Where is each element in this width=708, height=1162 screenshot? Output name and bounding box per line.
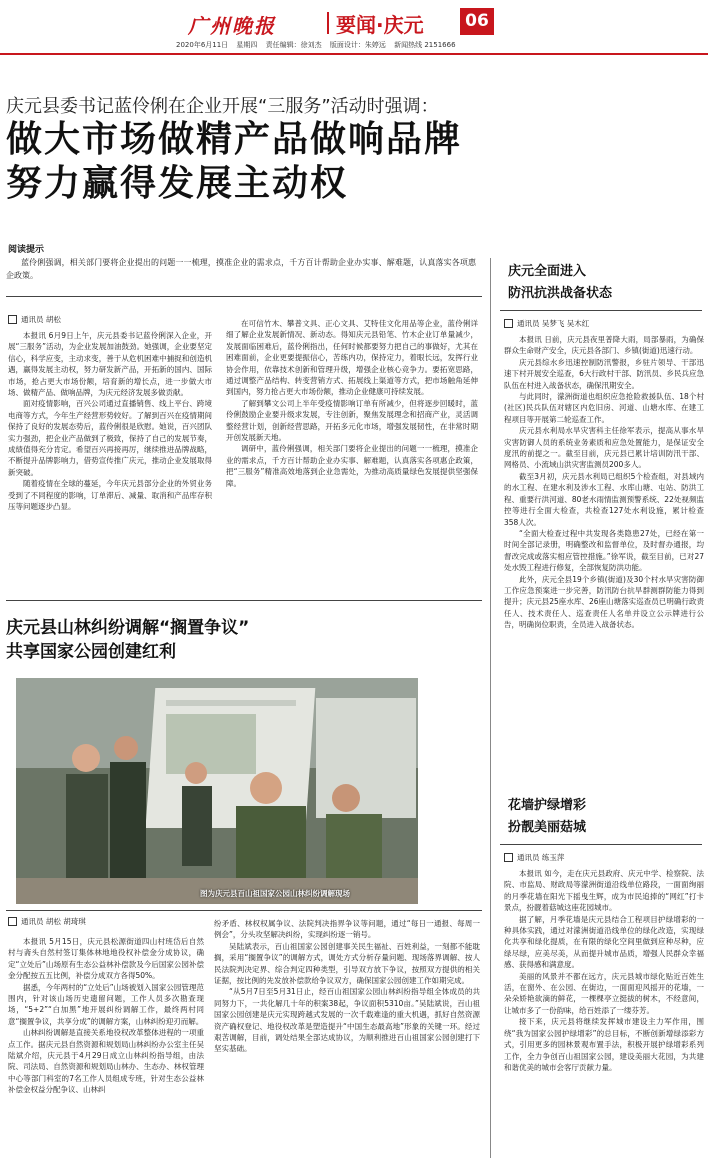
flood-byline bbox=[504, 318, 589, 329]
main-col2-para: 在可信竹木、攀普文具、正心文具、艾特佳文化用品等企业，蓝伶俐详细了解企业发展新情况、新动态。得知庆元县铅笔、竹木企业订单量减少，发展面临困难后，蓝伶俐指出，任何时候都要努力把自己的事做好，尤其在困难面前，企业更要提振信心，苦练内功，保持定力，着眼长远，发挥行业协会作用，依靠技术创新和管理升级，增强企业核心竞争力。要拓宽思路，通过调整产品结构、转变营销方式、拓展线上渠道等方式，把市场触角延伸到国内，努力抢占更大市场份额，推动企业健康可持续发展。 bbox=[226, 319, 478, 397]
flood-byline-text: 通讯员 吴梦飞 吴木红 bbox=[517, 319, 590, 328]
column-divider bbox=[490, 258, 491, 1158]
flowers-body bbox=[504, 868, 704, 1073]
flood-headline-line2: 防汛抗洪战备状态 bbox=[508, 286, 613, 301]
flood-para: 截至3月初，庆元县水利局已组织5个检查组，对县域内的水工程、在建水利及涉水工程、水库山塘、屯站、防洪工程、重要行洪河道、80老水雨情监测预警系统、22处视频监控等进行全面大检查，共检查127处水利设施，累计检查358人次。 bbox=[504, 471, 704, 527]
flowers-para: 据了解，月季花墙是庆元县结合工程项目护绿增彩的一种具体实践，通过对濛洲街道沿线单位的绿化改造，实现绿化共享和绿化提质，在有限的绿化空间里做到应种尽种，应绿尽绿，应美尽美，从而提升城市品质，增强人民群众幸福感、获得感和满意度。 bbox=[504, 914, 704, 970]
byline-square-icon bbox=[504, 853, 513, 862]
mediation-photo bbox=[16, 678, 418, 904]
layout-designer: 版面设计：朱婷远 bbox=[329, 41, 386, 49]
mountain-col1-para: 本报讯 5月15日，庆元县松源街道四山村班岱后自然村与斋头自然村签订集体林地地役权补偿金分成协议，确定“立处后”山场原有生态公益林补偿款及今后国家公园补偿金分配按五五比例，补偿分成双方各得50%。 bbox=[8, 937, 204, 981]
flood-para: “全面大检查过程中共发现各类隐患27处，已经在第一时间全部记录册，明确整改和监督单位，及时督办通报，均督改完成或落实相应管控措施。”徐军说，截至目前，已对27处水毁工程进行修复，全部恢复防洪功能。 bbox=[504, 528, 704, 573]
mountain-byline-text: 通讯员 胡松 胡琦琪 bbox=[21, 917, 86, 926]
section-rule bbox=[6, 600, 482, 601]
lead-box bbox=[6, 256, 476, 282]
mountain-byline bbox=[8, 916, 86, 927]
flood-para: 庆元县水利局水旱灾害科主任徐军表示，提高从事水旱灾害防御人员的系统业务素质和应急处置能力，是保证安全度汛的前提之一。截至目前，庆元县已累计培训防汛干部、网格员、小流域山洪灾害监测员200多人。 bbox=[504, 426, 704, 470]
flood-para: 与此同时，濛洲街道也组织应急抢险救援队伍、18个村(社区)民兵队伍对辖区内危旧房、河道、山塘水库、在建工程项目等开展第二轮巡查工作。 bbox=[504, 392, 704, 424]
issue-date: 2020年6月11日 bbox=[176, 41, 229, 49]
flowers-byline-text: 通讯员 练玉萍 bbox=[517, 853, 565, 862]
mountain-column-1 bbox=[8, 936, 204, 1096]
masthead-rule bbox=[0, 53, 708, 55]
flowers-para: 美丽的风景并不都在远方，庆元县城市绿化贴近百姓生活，在窗外、在公园、在街边，一面面迎风摇开的花墙，一朵朵娇艳欲滴的鲜花，一棵棵亭立挺拔的树木，不经意间，让城市多了一份韵味，给百姓添了一缕芬芳。 bbox=[504, 971, 704, 1015]
flood-body bbox=[504, 334, 704, 631]
main-col1-para: 本报讯 6月9日上午，庆元县委书记蓝伶俐深入企业，开展“三服务”活动，为企业发展加油鼓劲。她强调，企业要坚定信心，科学应变，主动求变，善于从危机困难中捕捉和创造机遇，赢得发展主动权，努力研发新产品，开拓新的国内、国际市场，抢占更大市场份额，培育新的增长点，进一步做大市场、做精产品、做响品牌，为庆元经济发展多做贡献。 bbox=[8, 331, 212, 398]
main-col1-para: 面对疫情影响，百兴公司通过直播销售、线上平台、跨境电商等方式，今年生产经营形势较好。了解到百兴在疫情期间保持了良好的发展态势后，蓝伶俐很是欣慰。她说，百兴团队实力强劲，把企业产品做到了极致，保持了自己的发展节奏，成绩值得充分肯定。希望百兴再接再厉，继续推进品牌战略，不断提升品牌影响力，借势宣传推广庆元，推动企业发展取得新突破。 bbox=[8, 399, 212, 477]
flowers-para: 本报讯 如今，走在庆元县政府、庆元中学、检察院、法院、市监局、财政局等濛洲街道沿线单位路段，一面面绚丽的月季花墙在阳光下摇曳生辉，成为市民追捧的“网红”打卡景点，扮靓着菇城这座花园城市。 bbox=[504, 869, 704, 913]
byline-square-icon bbox=[504, 319, 513, 328]
flowers-rule bbox=[500, 844, 702, 845]
flood-para: 庆元县综水乡迅速控制防汛警报，乡驻片领导、干部迅速下村开展安全巡查，6大行政村干部、防汛员、乡民兵应急队伍在村进入战备状态，确保汛期安全。 bbox=[504, 357, 704, 390]
lead-rule bbox=[6, 296, 482, 297]
mountain-col2-para: 吴陆斌表示，百山祖国家公园创建事关民生福祉、百姓利益，一刻都不能耽搁，采用“搁置争议”的调解方式，调处方式分析存量问题、现场落界调解、按人民法院判决定界、综合判定四种类型，引导双方放下争议，按照双方提供的相关证据，按比例的先发放补偿款给争议双方，确保国家公园创建工作如期完成。 bbox=[214, 941, 480, 986]
main-byline bbox=[8, 314, 61, 325]
masthead-divider bbox=[327, 12, 329, 34]
flowers-headline-line1: 花墙护绿增彩 bbox=[508, 798, 587, 813]
flood-para: 本报讯 日前，庆元县夜里普降大雨，局部暴雨，为确保群众生命财产安全，庆元县各部门、乡镇(街道)迅速行动。 bbox=[504, 335, 704, 356]
main-byline-text: 通讯员 胡松 bbox=[21, 315, 61, 324]
mountain-col2-para: 纷矛盾、林权权属争议、法院判决指界争议等问题，通过“每日一通报、每周一例会”，分头攻坚解决纠纷，实现纠纷逐一销号。 bbox=[214, 919, 480, 940]
main-col2-para: 了解到攀文公司上半年受疫情影响订单有所减少，但将逐步回暖时，蓝伶俐鼓励企业要升级求发展，专注创新，聚焦发展理念和招商产业，灵活调整经营计划，创新经营思路，开拓多元化市场，增强发展韧性，在非常时期开创发展新天地。 bbox=[226, 398, 478, 443]
mountain-col1-para: 据悉，今年两村的“立处后”山场被划入国家公园管理范围内，针对该山场历史遗留问题，工作人员多次勘查现场，“5+2”“白加黑”地开展纠纷调解工作，最终两村同意“搁置争议，共享分成”的调解方案，山林纠纷迎刃而解。 bbox=[8, 982, 204, 1026]
mountain-headline-line1: 庆元县山林纠纷调解“搁置争议” bbox=[6, 618, 250, 638]
flowers-para: 接下来，庆元县将继续发挥城市建设主力军作用，围绕“我为国家公园护绿增彩”的总目标，不断创新增绿添彩方式，引用更多的园林景观布置手法，积极开展护绿增彩系列工作，全力争创百山祖国家公园，建设美丽大花园，为共建和谐优美的城市会客厅贡献力量。 bbox=[504, 1017, 704, 1072]
byline-rule bbox=[6, 910, 482, 911]
flowers-byline bbox=[504, 852, 564, 863]
main-kicker: 庆元县委书记蓝伶俐在企业开展“三服务”活动时强调： bbox=[6, 96, 439, 117]
responsible-editor: 责任编辑：徐刘杰 bbox=[265, 41, 322, 49]
photo-illustration bbox=[16, 678, 418, 904]
mountain-headline-line2: 共享国家公园创建红利 bbox=[6, 642, 176, 662]
news-hotline: 新闻热线 2151666 bbox=[394, 41, 456, 49]
flood-rule bbox=[500, 310, 702, 311]
mountain-col1-para: 山林纠纷调解是直接关系地役权改革整体进程的一项重点工作。据庆元县自然资源和规划局山林纠纷办公室主任吴陆斌介绍，庆元县于4月29日成立山林纠纷指导组，由法院、司法局、自然资源和规划局山林办、生态办、林权管理中心等部门科室的7名工作人员组成专班，针对生态公益林补偿金权益分配争议、山林纠 bbox=[8, 1028, 204, 1095]
page-number-badge: 06 bbox=[460, 8, 494, 35]
mountain-col2-para: “从5月7日至5月31日止，经百山祖国家公园山林纠纷指导组全体成员的共同努力下，一共化解几十年的积案38起，争议面积5310亩。”吴陆斌说，百山祖国家公园创建是庆元实现跨越式发展的一次千载难逢的重大机遇，抓好自然资源资产确权登记、地役权改革是塑造提升“中国生态最高地”形象的关键一环。经过艰苦调解，目前，调处结果全部达成协议，为顺利推进百山祖国家公园创建打下坚实基础。 bbox=[214, 987, 480, 1054]
main-col2-para: 调研中，蓝伶俐强调，相关部门要将企业提出的问题一一梳理，摸准企业的需求点，千方百计帮助企业办实事、解难题，认真落实各项惠企政策，把“三服务”精准高效地落到企业急需处，为推动高质量绿色发展提供坚强保障。 bbox=[226, 444, 478, 488]
lead-title: 阅读提示 bbox=[8, 245, 45, 255]
flowers-headline-line2: 扮靓美丽菇城 bbox=[508, 820, 587, 835]
flood-para: 此外，庆元全县19个乡镇(街道)及30个村水旱灾害防御工作应急预案进一步完善，防汛防台抗旱群测群防能力得到提升；庆元县25座水库、26座山塘落实巡查员已明确行政责任人、技术责任人、巡查责任人名单并设立公示牌进行公告，明确岗位职责，全员进入战备状态。 bbox=[504, 574, 704, 630]
flood-headline-line1: 庆元全面进入 bbox=[508, 264, 587, 279]
photo-caption: 图为庆元县百山祖国家公园山林纠纷调解现场 bbox=[200, 889, 350, 898]
main-col1-para: 随着疫情在全球的蔓延，今年庆元县部分企业的外贸业务受到了不同程度的影响，订单滞后、减量、取消和产品库存积压等问题逐步凸显。 bbox=[8, 479, 212, 512]
main-column-2 bbox=[226, 318, 478, 489]
newspaper-logo: 广州晚报 bbox=[188, 14, 276, 38]
byline-square-icon bbox=[8, 315, 17, 324]
section-title: 要闻·庆元 bbox=[336, 13, 424, 37]
issue-weekday: 星期四 bbox=[236, 41, 258, 49]
main-headline-line1: 做大市场做精产品做响品牌 bbox=[6, 119, 463, 160]
lead-text: 蓝伶俐强调，相关部门要将企业提出的问题一一梳理，摸准企业的需求点，千方百计帮助企业办实事、解难题，认真落实各项惠企政策。 bbox=[6, 258, 476, 280]
dateline bbox=[176, 40, 462, 50]
main-column-1 bbox=[8, 330, 212, 513]
mountain-column-2 bbox=[214, 918, 480, 1055]
main-headline-line2: 努力赢得发展主动权 bbox=[6, 163, 349, 204]
byline-square-icon bbox=[8, 917, 17, 926]
